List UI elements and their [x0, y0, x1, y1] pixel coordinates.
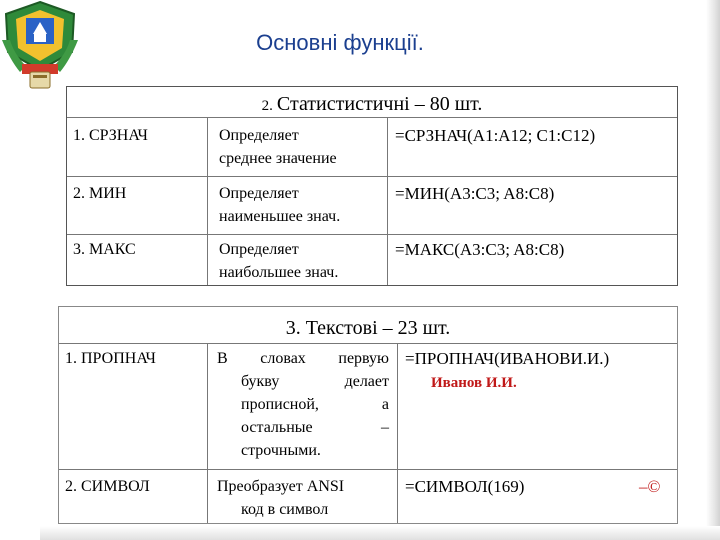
- statistical-section-number: 2.: [261, 98, 273, 114]
- table-row-result: Иванов И.И.: [431, 375, 517, 391]
- statistical-functions-table: [66, 86, 678, 286]
- table-row-formula: =МИН(A3:C3; A8:C8): [395, 184, 555, 203]
- table-row-name: 2. МИН: [73, 185, 127, 202]
- table-row-formula: =СРЗНАЧ(A1:A12; C1:C12): [395, 126, 596, 145]
- table-row-description-line: строчными.: [241, 442, 321, 459]
- table-row-description-line: остальные –: [241, 419, 389, 436]
- table-row-description-line: прописной, а: [241, 396, 389, 413]
- slide-edge-shadow: [706, 0, 720, 540]
- table-row-name: 2. СИМВОЛ: [65, 478, 150, 495]
- statistical-section-title: Статистистичні – 80 шт.: [276, 93, 483, 115]
- table-row-name: 1. СРЗНАЧ: [73, 127, 148, 144]
- table-row-formula: =МАКС(A3:C3; A8:C8): [395, 240, 565, 259]
- table-row-description-2: наибольшее знач.: [219, 264, 339, 281]
- slide-bottom-shadow: [40, 526, 720, 540]
- statistical-section-caption: [67, 93, 677, 116]
- slide-title: Основні функції.: [256, 30, 424, 55]
- school-emblem-logo: [0, 0, 80, 92]
- text-functions-table: [58, 306, 678, 524]
- table-row-description-1: Определяет: [219, 241, 299, 258]
- table-row-description-line: букву делает: [241, 373, 389, 390]
- table-row-formula: =ПРОПНАЧ(ИВАНОВИ.И.): [405, 349, 610, 368]
- table-row-result: –©: [639, 477, 661, 496]
- table-row-description-1: Определяет: [219, 127, 299, 144]
- table-row-name: 1. ПРОПНАЧ: [65, 350, 156, 367]
- table-row-description-2: среднее значение: [219, 150, 337, 167]
- table-row-name: 3. МАКС: [73, 241, 136, 258]
- table-row-description-line: В словах первую: [217, 350, 389, 367]
- table-row-description-1: Определяет: [219, 185, 299, 202]
- table-row-description-line: Преобразует ANSI: [217, 478, 345, 495]
- text-section-title: 3. Текстові – 23 шт.: [285, 317, 451, 339]
- table-row-formula: =СИМВОЛ(169): [405, 477, 525, 496]
- table-row-description-2: наименьшее знач.: [219, 208, 341, 225]
- table-row-description-line: код в символ: [241, 501, 329, 518]
